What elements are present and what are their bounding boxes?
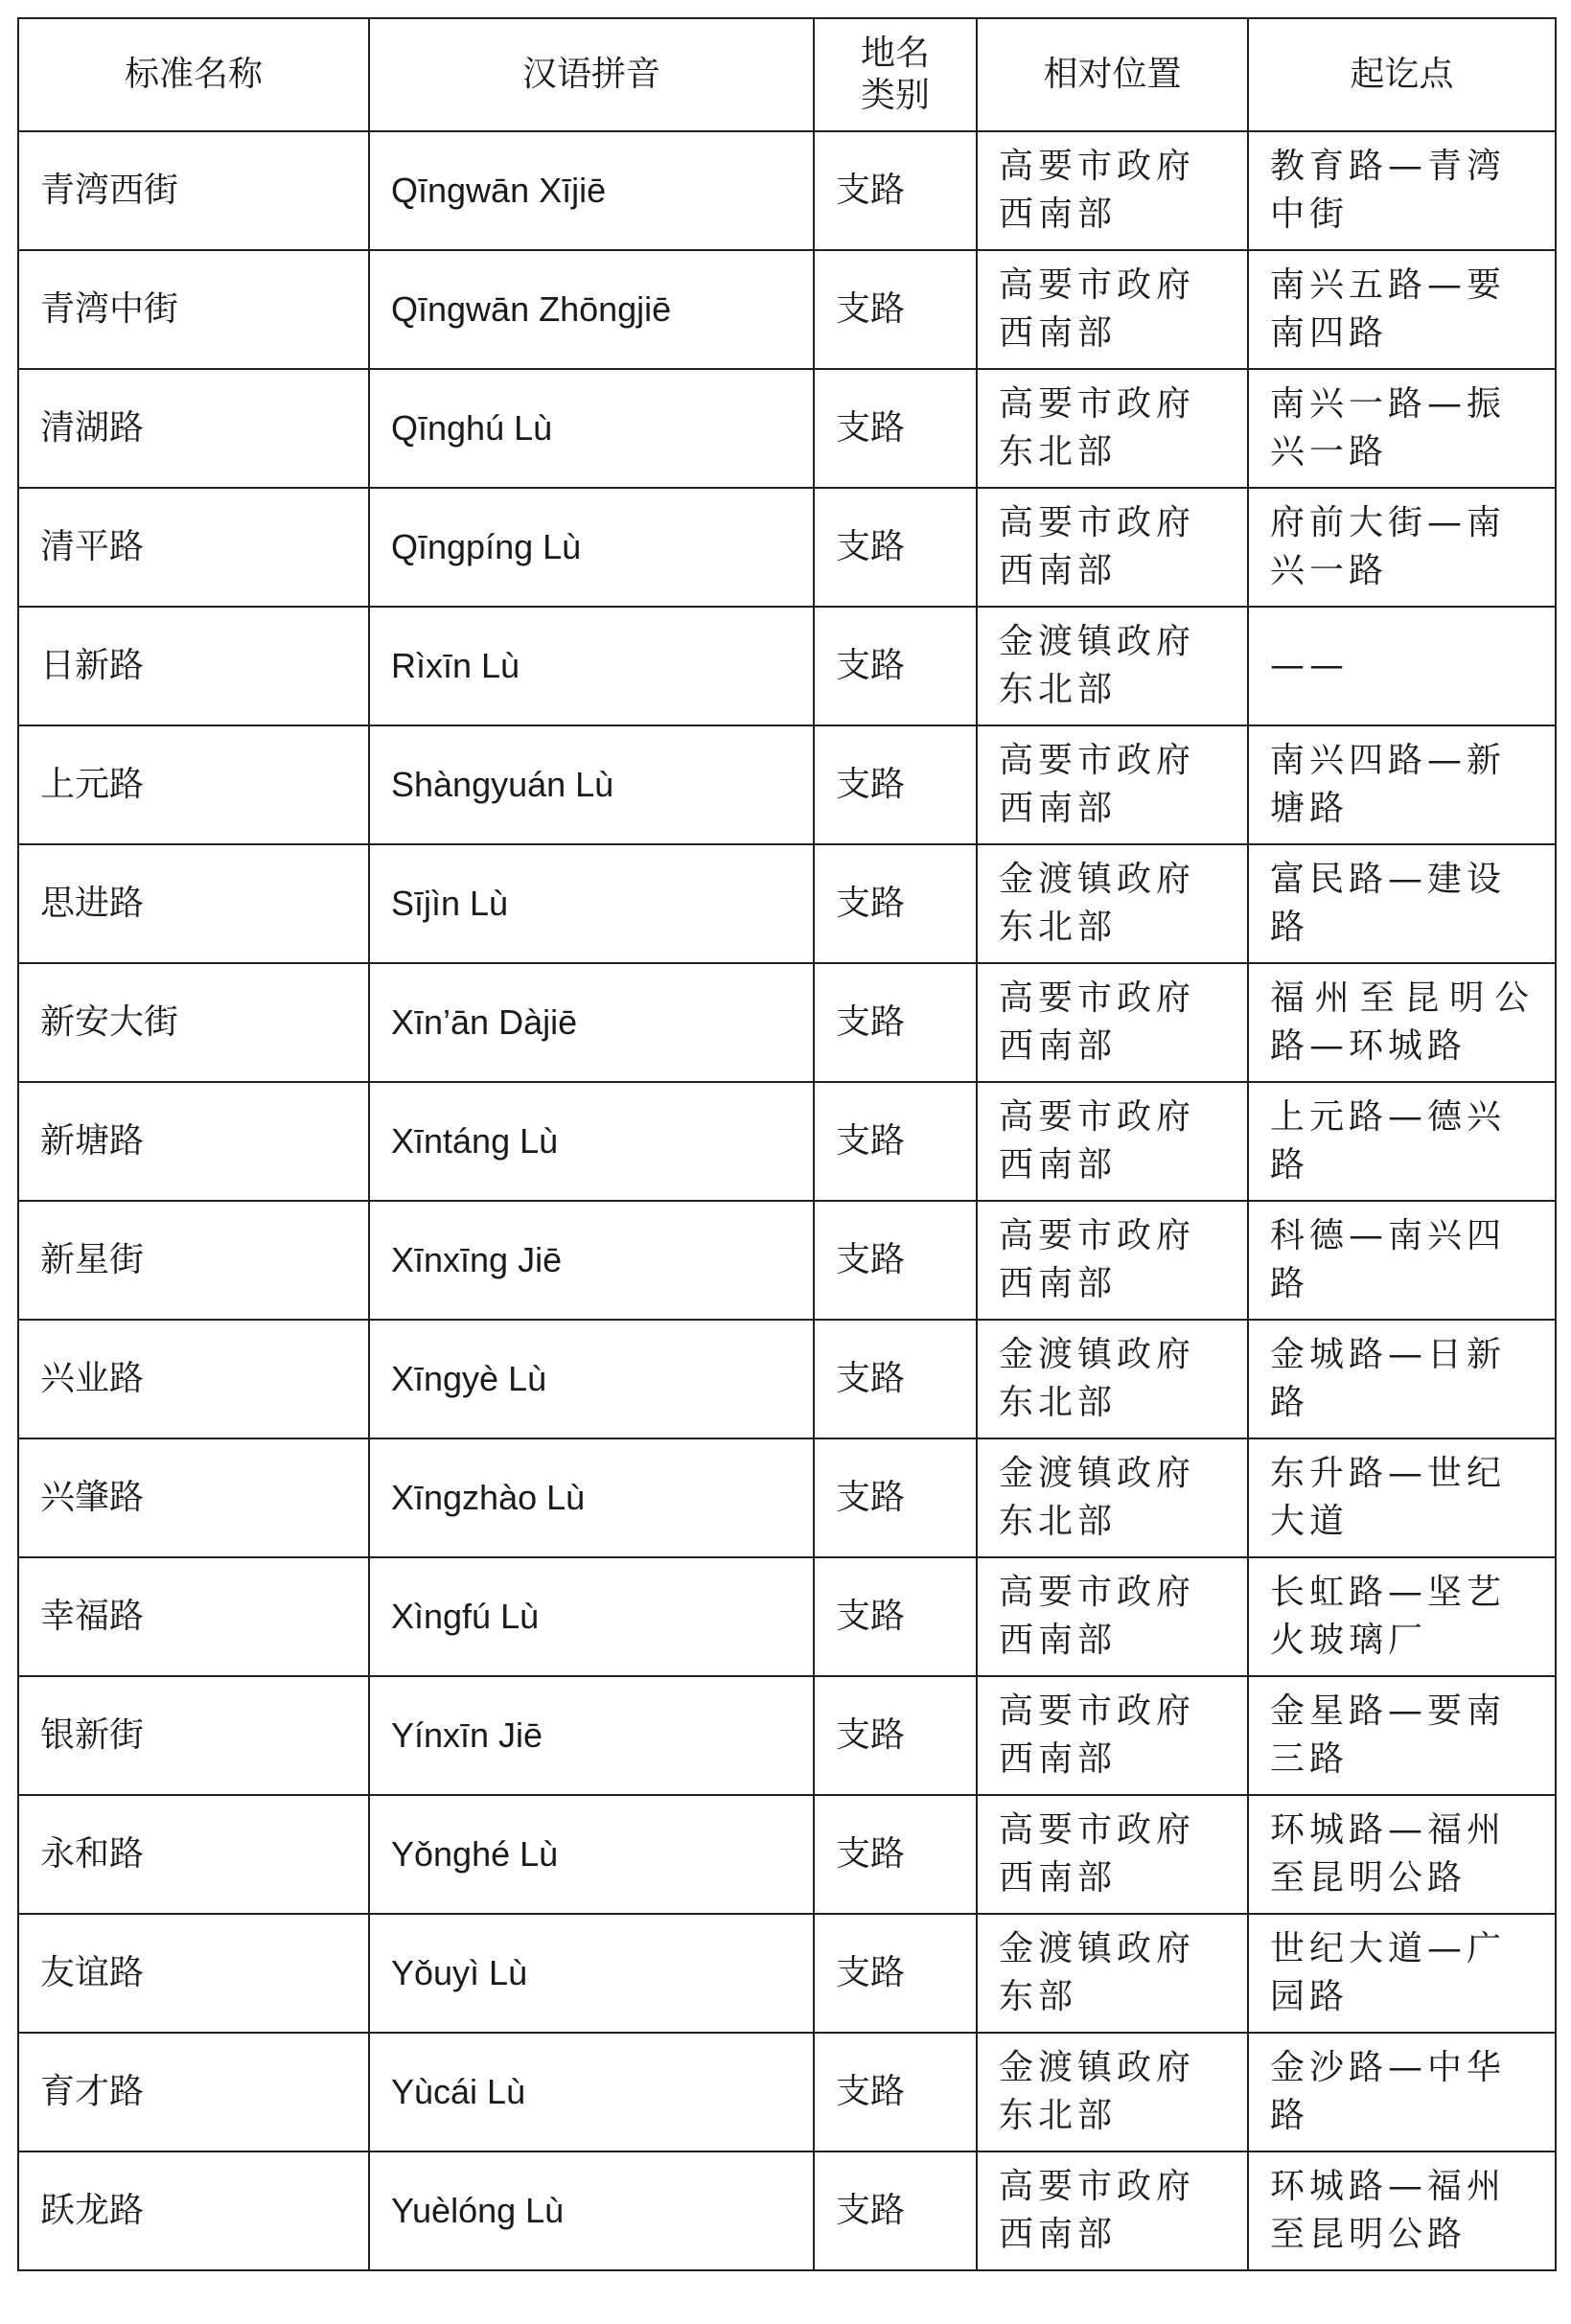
cell-start-end-points: 科德—南兴四路 — [1248, 1201, 1556, 1320]
cell-pinyin: Qīngpíng Lù — [369, 488, 814, 607]
cell-relative-location: 金渡镇政府东北部 — [977, 1320, 1248, 1438]
header-start-end-points: 起讫点 — [1248, 18, 1556, 131]
cell-standard-name: 友谊路 — [18, 1914, 369, 2033]
cell-start-end-points: 南兴四路—新塘路 — [1248, 725, 1556, 844]
header-relative-location: 相对位置 — [977, 18, 1248, 131]
cell-pinyin: Sījìn Lù — [369, 844, 814, 963]
cell-start-end-points: 南兴一路—振兴一路 — [1248, 369, 1556, 488]
cell-relative-location: 高要市政府西南部 — [977, 250, 1248, 369]
cell-standard-name: 新安大街 — [18, 963, 369, 1082]
cell-start-end-points: 世纪大道—广园路 — [1248, 1914, 1556, 2033]
cell-start-end-points: 府前大街—南兴一路 — [1248, 488, 1556, 607]
cell-place-type: 支路 — [814, 963, 977, 1082]
cell-pinyin: Qīngwān Xījiē — [369, 131, 814, 250]
cell-pinyin: Xīntáng Lù — [369, 1082, 814, 1201]
cell-relative-location: 金渡镇政府东北部 — [977, 1438, 1248, 1557]
cell-relative-location: 高要市政府西南部 — [977, 1201, 1248, 1320]
place-name-table — [17, 17, 1557, 2271]
header-pinyin: 汉语拼音 — [369, 18, 814, 131]
cell-place-type: 支路 — [814, 2151, 977, 2270]
cell-place-type: 支路 — [814, 607, 977, 725]
cell-pinyin: Xìngfú Lù — [369, 1557, 814, 1676]
header-place-type-line1: 地名 — [860, 34, 930, 73]
cell-pinyin: Yǒuyì Lù — [369, 1914, 814, 2033]
cell-start-end-points: 东升路—世纪大道 — [1248, 1438, 1556, 1557]
cell-relative-location: 高要市政府西南部 — [977, 1795, 1248, 1914]
table-row — [18, 1795, 1556, 1914]
table-row — [18, 2151, 1556, 2270]
cell-start-end-points: 环城路—福州至昆明公路 — [1248, 1795, 1556, 1914]
cell-standard-name: 新塘路 — [18, 1082, 369, 1201]
header-place-type — [814, 18, 977, 131]
cell-standard-name: 银新街 — [18, 1676, 369, 1795]
table-row — [18, 1201, 1556, 1320]
cell-pinyin: Xīngzhào Lù — [369, 1438, 814, 1557]
table-row — [18, 250, 1556, 369]
table-row — [18, 1676, 1556, 1795]
cell-relative-location: 高要市政府西南部 — [977, 725, 1248, 844]
cell-standard-name: 兴业路 — [18, 1320, 369, 1438]
cell-place-type: 支路 — [814, 1795, 977, 1914]
cell-relative-location: 高要市政府西南部 — [977, 131, 1248, 250]
cell-relative-location: 金渡镇政府东部 — [977, 1914, 1248, 2033]
cell-pinyin: Qīnghú Lù — [369, 369, 814, 488]
cell-standard-name: 永和路 — [18, 1795, 369, 1914]
table-row — [18, 1438, 1556, 1557]
cell-pinyin: Xīn’ān Dàjiē — [369, 963, 814, 1082]
header-standard-name: 标准名称 — [18, 18, 369, 131]
cell-start-end-points: 上元路—德兴路 — [1248, 1082, 1556, 1201]
table-row — [18, 369, 1556, 488]
cell-standard-name: 清湖路 — [18, 369, 369, 488]
table-row — [18, 725, 1556, 844]
table-row — [18, 844, 1556, 963]
cell-start-end-points: 金城路—日新路 — [1248, 1320, 1556, 1438]
cell-start-end-points: 金星路—要南三路 — [1248, 1676, 1556, 1795]
cell-pinyin: Yínxīn Jiē — [369, 1676, 814, 1795]
cell-standard-name: 日新路 — [18, 607, 369, 725]
cell-relative-location: 高要市政府西南部 — [977, 1082, 1248, 1201]
cell-start-end-points: 富民路—建设路 — [1248, 844, 1556, 963]
cell-start-end-points: 福州至昆明公路—环城路 — [1248, 963, 1556, 1082]
cell-standard-name: 育才路 — [18, 2033, 369, 2151]
cell-standard-name: 上元路 — [18, 725, 369, 844]
cell-pinyin: Yuèlóng Lù — [369, 2151, 814, 2270]
table-row — [18, 1914, 1556, 2033]
cell-relative-location: 高要市政府西南部 — [977, 963, 1248, 1082]
cell-pinyin: Rìxīn Lù — [369, 607, 814, 725]
cell-pinyin: Xīngyè Lù — [369, 1320, 814, 1438]
cell-standard-name: 兴肇路 — [18, 1438, 369, 1557]
cell-pinyin: Shàngyuán Lù — [369, 725, 814, 844]
table-row — [18, 1557, 1556, 1676]
table-header-row — [18, 18, 1556, 131]
cell-place-type: 支路 — [814, 2033, 977, 2151]
header-place-type-line2: 类别 — [860, 76, 930, 115]
cell-relative-location: 高要市政府西南部 — [977, 1676, 1248, 1795]
table-row — [18, 2033, 1556, 2151]
cell-relative-location: 高要市政府东北部 — [977, 369, 1248, 488]
cell-place-type: 支路 — [814, 1320, 977, 1438]
cell-pinyin: Qīngwān Zhōngjiē — [369, 250, 814, 369]
cell-pinyin: Xīnxīng Jiē — [369, 1201, 814, 1320]
cell-place-type: 支路 — [814, 1676, 977, 1795]
cell-relative-location: 金渡镇政府东北部 — [977, 2033, 1248, 2151]
cell-relative-location: 高要市政府西南部 — [977, 2151, 1248, 2270]
cell-standard-name: 新星街 — [18, 1201, 369, 1320]
cell-place-type: 支路 — [814, 1082, 977, 1201]
cell-standard-name: 青湾西街 — [18, 131, 369, 250]
table-row — [18, 488, 1556, 607]
cell-pinyin: Yùcái Lù — [369, 2033, 814, 2151]
cell-start-end-points: 环城路—福州至昆明公路 — [1248, 2151, 1556, 2270]
cell-place-type: 支路 — [814, 369, 977, 488]
cell-place-type: 支路 — [814, 131, 977, 250]
table-row — [18, 963, 1556, 1082]
cell-standard-name: 幸福路 — [18, 1557, 369, 1676]
cell-start-end-points: 金沙路—中华路 — [1248, 2033, 1556, 2151]
cell-start-end-points: —— — [1248, 607, 1556, 725]
cell-place-type: 支路 — [814, 1438, 977, 1557]
table-row — [18, 1082, 1556, 1201]
cell-pinyin: Yǒnghé Lù — [369, 1795, 814, 1914]
cell-place-type: 支路 — [814, 1201, 977, 1320]
cell-relative-location: 金渡镇政府东北部 — [977, 607, 1248, 725]
cell-place-type: 支路 — [814, 725, 977, 844]
table-row — [18, 607, 1556, 725]
cell-start-end-points: 南兴五路—要南四路 — [1248, 250, 1556, 369]
cell-place-type: 支路 — [814, 488, 977, 607]
cell-relative-location: 高要市政府西南部 — [977, 488, 1248, 607]
cell-relative-location: 金渡镇政府东北部 — [977, 844, 1248, 963]
cell-start-end-points: 长虹路—坚艺火玻璃厂 — [1248, 1557, 1556, 1676]
cell-standard-name: 青湾中街 — [18, 250, 369, 369]
cell-place-type: 支路 — [814, 1914, 977, 2033]
cell-start-end-points: 教育路—青湾中街 — [1248, 131, 1556, 250]
cell-standard-name: 跃龙路 — [18, 2151, 369, 2270]
cell-standard-name: 清平路 — [18, 488, 369, 607]
cell-place-type: 支路 — [814, 844, 977, 963]
cell-place-type: 支路 — [814, 250, 977, 369]
cell-standard-name: 思进路 — [18, 844, 369, 963]
table-row — [18, 1320, 1556, 1438]
cell-place-type: 支路 — [814, 1557, 977, 1676]
table-row — [18, 131, 1556, 250]
cell-relative-location: 高要市政府西南部 — [977, 1557, 1248, 1676]
